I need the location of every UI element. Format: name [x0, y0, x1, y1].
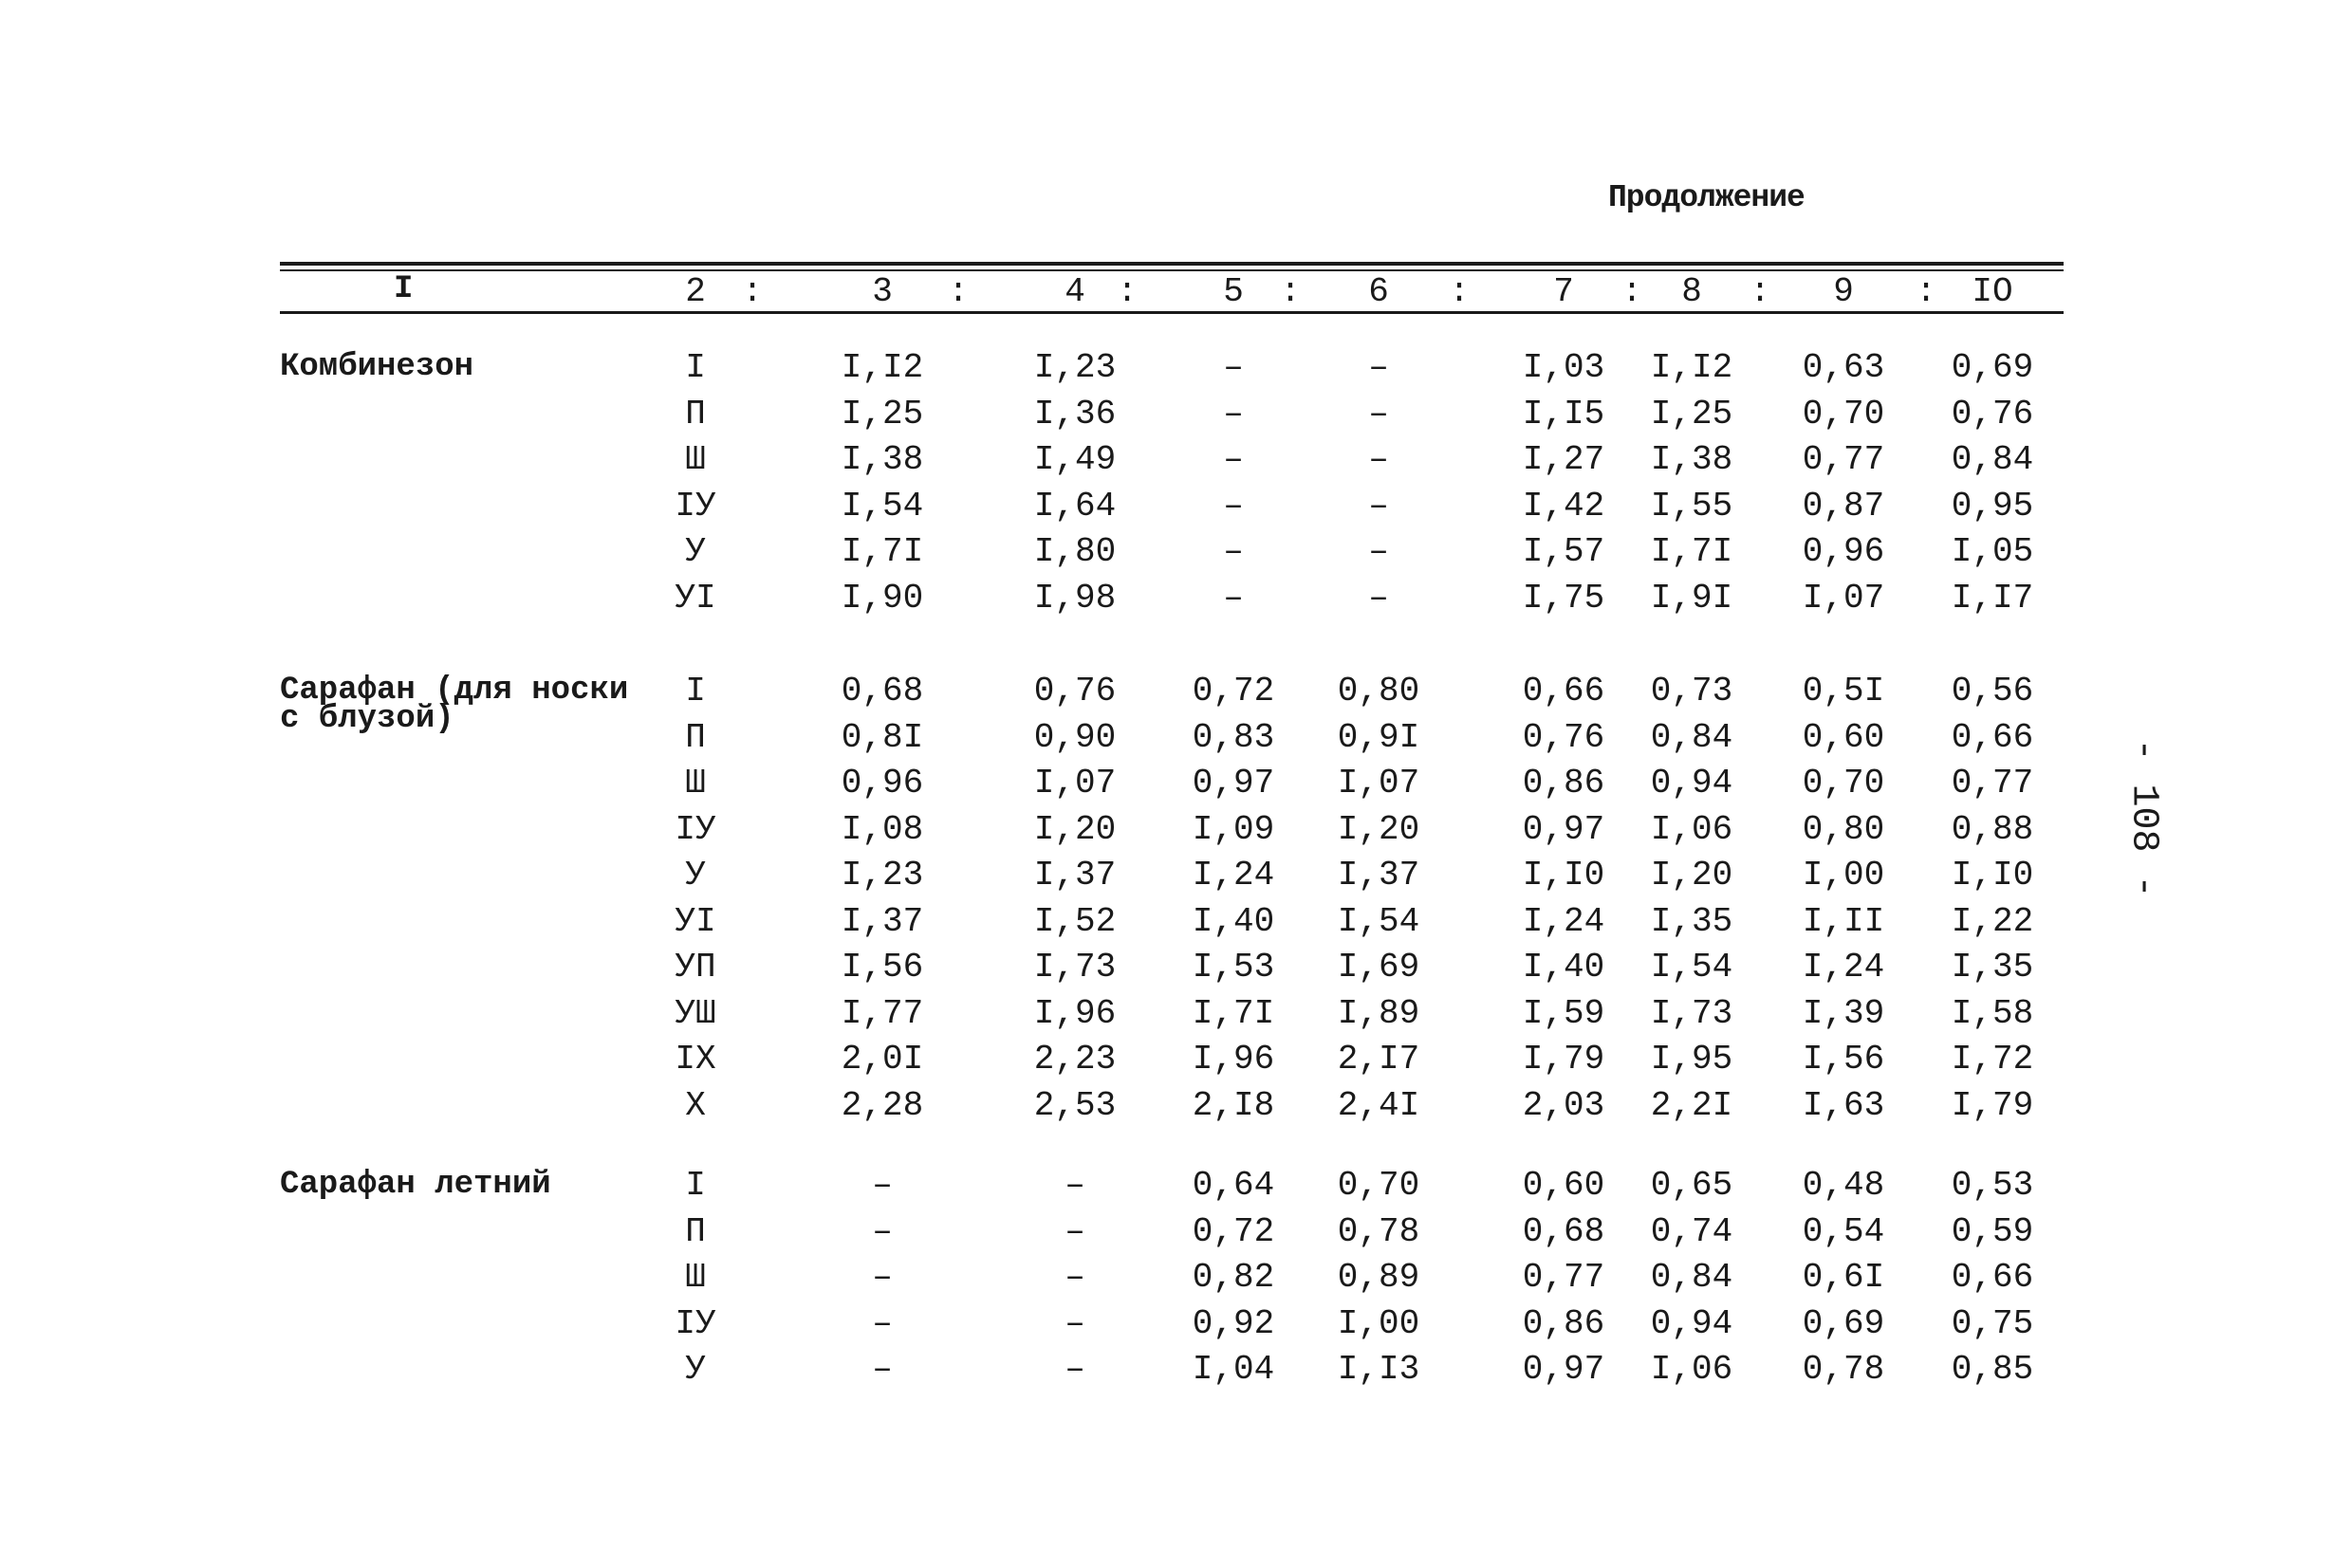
value-cell: 0,88	[1951, 809, 2034, 849]
value-cell: 0,6I	[1802, 1258, 1885, 1297]
value-cell: 0,75	[1951, 1303, 2034, 1343]
size-cell: П	[685, 1211, 706, 1251]
value-cell: 0,94	[1650, 1303, 1733, 1343]
size-cell: УШ	[675, 993, 716, 1033]
value-cell: I,54	[1650, 948, 1733, 987]
value-cell: –	[872, 1258, 893, 1297]
value-cell: –	[872, 1166, 893, 1205]
value-cell: I,56	[1802, 1040, 1885, 1079]
value-cell: 0,84	[1951, 440, 2034, 479]
value-cell: I,20	[1033, 809, 1117, 849]
value-cell: –	[1223, 440, 1244, 479]
value-cell: 0,89	[1337, 1258, 1420, 1297]
column-header: I	[394, 271, 414, 307]
value-cell: –	[1223, 578, 1244, 618]
value-cell: 0,64	[1192, 1166, 1275, 1205]
table-top-rule	[280, 262, 2064, 266]
column-header: 5	[1223, 272, 1244, 311]
value-cell: 0,56	[1951, 672, 2034, 710]
value-cell: –	[872, 1303, 893, 1343]
value-cell: 0,9I	[1337, 717, 1420, 757]
value-cell: 0,78	[1802, 1350, 1885, 1389]
value-cell: I,I3	[1337, 1350, 1420, 1389]
value-cell: 0,77	[1802, 440, 1885, 479]
value-cell: –	[1223, 348, 1244, 387]
value-cell: 0,85	[1951, 1350, 2034, 1389]
value-cell: 2,4I	[1337, 1085, 1420, 1125]
value-cell: I,24	[1522, 901, 1605, 941]
value-cell: I,24	[1802, 948, 1885, 987]
value-cell: I,58	[1951, 993, 2034, 1033]
column-separator: :	[1280, 272, 1301, 311]
value-cell: –	[1368, 578, 1389, 618]
value-cell: 0,59	[1951, 1211, 2034, 1251]
continuation-label: Продолжение	[1608, 180, 1805, 215]
page-number: - 108 -	[2121, 738, 2165, 898]
value-cell: 2,23	[1033, 1040, 1117, 1079]
value-cell: I,07	[1337, 764, 1420, 802]
value-cell: I,54	[1337, 901, 1420, 941]
value-cell: 0,68	[1522, 1211, 1605, 1251]
column-header: 7	[1553, 272, 1574, 311]
value-cell: I,04	[1192, 1350, 1275, 1389]
value-cell: –	[1065, 1350, 1085, 1389]
value-cell: I,54	[841, 486, 924, 526]
value-cell: I,89	[1337, 993, 1420, 1033]
value-cell: I,90	[841, 578, 924, 618]
value-cell: 0,82	[1192, 1258, 1275, 1297]
value-cell: I,05	[1951, 532, 2034, 571]
value-cell: I,I5	[1522, 394, 1605, 434]
value-cell: –	[1368, 486, 1389, 526]
group-label: Сарафан летний	[280, 1167, 551, 1203]
value-cell: 0,97	[1522, 1350, 1605, 1389]
value-cell: 2,53	[1033, 1085, 1117, 1125]
value-cell: 0,72	[1192, 1211, 1275, 1251]
column-header: IO	[1972, 272, 2013, 311]
value-cell: 0,69	[1802, 1303, 1885, 1343]
value-cell: I,96	[1033, 993, 1117, 1033]
value-cell: 0,60	[1802, 717, 1885, 757]
value-cell: 2,28	[841, 1085, 924, 1125]
column-separator: :	[1750, 272, 1770, 311]
value-cell: I,I2	[1650, 348, 1733, 387]
value-cell: I,7I	[841, 532, 924, 571]
value-cell: 0,96	[1802, 532, 1885, 571]
value-cell: I,25	[1650, 394, 1733, 434]
value-cell: I,09	[1192, 809, 1275, 849]
value-cell: 0,84	[1650, 717, 1733, 757]
value-cell: 0,66	[1522, 672, 1605, 710]
value-cell: I,06	[1650, 1350, 1733, 1389]
value-cell: 0,70	[1337, 1166, 1420, 1205]
value-cell: I,53	[1192, 948, 1275, 987]
size-cell: IУ	[675, 486, 716, 526]
value-cell: I,38	[1650, 440, 1733, 479]
value-cell: 0,76	[1951, 394, 2034, 434]
value-cell: I,20	[1337, 809, 1420, 849]
column-separator: :	[948, 272, 969, 311]
value-cell: I,73	[1650, 993, 1733, 1033]
value-cell: I,63	[1802, 1085, 1885, 1125]
size-cell: П	[685, 394, 706, 434]
value-cell: 0,80	[1337, 672, 1420, 710]
value-cell: I,38	[841, 440, 924, 479]
value-cell: I,37	[1337, 856, 1420, 895]
value-cell: I,57	[1522, 532, 1605, 571]
value-cell: I,96	[1192, 1040, 1275, 1079]
value-cell: I,73	[1033, 948, 1117, 987]
value-cell: I,79	[1522, 1040, 1605, 1079]
value-cell: I,07	[1802, 578, 1885, 618]
value-cell: I,49	[1033, 440, 1117, 479]
size-cell: П	[685, 717, 706, 757]
size-cell: У	[685, 1350, 706, 1389]
value-cell: 0,73	[1650, 672, 1733, 710]
value-cell: –	[1065, 1258, 1085, 1297]
value-cell: I,9I	[1650, 578, 1733, 618]
value-cell: I,7I	[1192, 993, 1275, 1033]
column-header: 3	[872, 272, 893, 311]
value-cell: 0,77	[1522, 1258, 1605, 1297]
value-cell: –	[1368, 348, 1389, 387]
value-cell: 0,76	[1522, 717, 1605, 757]
value-cell: 0,69	[1951, 348, 2034, 387]
value-cell: I,98	[1033, 578, 1117, 618]
value-cell: I,I7	[1951, 578, 2034, 618]
value-cell: I,69	[1337, 948, 1420, 987]
value-cell: 0,77	[1951, 764, 2034, 802]
value-cell: –	[1223, 394, 1244, 434]
header-bottom-rule	[280, 311, 2064, 314]
value-cell: I,08	[841, 809, 924, 849]
value-cell: I,23	[1033, 348, 1117, 387]
value-cell: 0,66	[1951, 717, 2034, 757]
value-cell: I,03	[1522, 348, 1605, 387]
value-cell: I,00	[1802, 856, 1885, 895]
value-cell: –	[1368, 394, 1389, 434]
value-cell: 0,76	[1033, 672, 1117, 710]
value-cell: I,79	[1951, 1085, 2034, 1125]
value-cell: I,37	[1033, 856, 1117, 895]
value-cell: 2,I8	[1192, 1085, 1275, 1125]
value-cell: 2,03	[1522, 1085, 1605, 1125]
column-separator: :	[1621, 272, 1642, 311]
value-cell: 0,87	[1802, 486, 1885, 526]
column-separator: :	[1449, 272, 1470, 311]
value-cell: 0,83	[1192, 717, 1275, 757]
value-cell: I,80	[1033, 532, 1117, 571]
column-separator: :	[742, 272, 763, 311]
table-top-rule-inner	[280, 269, 2064, 271]
value-cell: 0,86	[1522, 764, 1605, 802]
value-cell: I,II	[1802, 901, 1885, 941]
value-cell: I,42	[1522, 486, 1605, 526]
size-cell: IX	[675, 1040, 716, 1079]
column-header: 4	[1065, 272, 1085, 311]
column-header: 6	[1368, 272, 1389, 311]
value-cell: I,37	[841, 901, 924, 941]
value-cell: 0,53	[1951, 1166, 2034, 1205]
column-header: 2	[685, 272, 706, 311]
value-cell: 0,97	[1522, 809, 1605, 849]
value-cell: I,22	[1951, 901, 2034, 941]
value-cell: 0,5I	[1802, 672, 1885, 710]
size-cell: У	[685, 856, 706, 895]
size-cell: I	[685, 348, 706, 387]
value-cell: I,7I	[1650, 532, 1733, 571]
value-cell: I,I2	[841, 348, 924, 387]
value-cell: 2,0I	[841, 1040, 924, 1079]
column-header: 9	[1833, 272, 1854, 311]
value-cell: 0,94	[1650, 764, 1733, 802]
size-cell: Ш	[685, 440, 706, 479]
size-cell: IУ	[675, 809, 716, 849]
value-cell: 0,84	[1650, 1258, 1733, 1297]
value-cell: 0,66	[1951, 1258, 2034, 1297]
value-cell: 0,97	[1192, 764, 1275, 802]
value-cell: 0,54	[1802, 1211, 1885, 1251]
column-separator: :	[1117, 272, 1138, 311]
value-cell: –	[872, 1211, 893, 1251]
value-cell: 0,48	[1802, 1166, 1885, 1205]
value-cell: I,40	[1192, 901, 1275, 941]
value-cell: 0,90	[1033, 717, 1117, 757]
value-cell: 0,70	[1802, 394, 1885, 434]
value-cell: 2,2I	[1650, 1085, 1733, 1125]
value-cell: I,52	[1033, 901, 1117, 941]
value-cell: I,40	[1522, 948, 1605, 987]
value-cell: 0,60	[1522, 1166, 1605, 1205]
value-cell: I,77	[841, 993, 924, 1033]
size-cell: У	[685, 532, 706, 571]
column-header: 8	[1681, 272, 1702, 311]
value-cell: I,56	[841, 948, 924, 987]
value-cell: I,95	[1650, 1040, 1733, 1079]
value-cell: 0,65	[1650, 1166, 1733, 1205]
value-cell: 0,86	[1522, 1303, 1605, 1343]
value-cell: I,55	[1650, 486, 1733, 526]
size-cell: УП	[675, 948, 716, 987]
value-cell: –	[1368, 532, 1389, 571]
size-cell: Ш	[685, 1258, 706, 1297]
value-cell: –	[1223, 486, 1244, 526]
value-cell: I,75	[1522, 578, 1605, 618]
value-cell: I,39	[1802, 993, 1885, 1033]
value-cell: I,59	[1522, 993, 1605, 1033]
value-cell: I,64	[1033, 486, 1117, 526]
value-cell: I,24	[1192, 856, 1275, 895]
value-cell: –	[1368, 440, 1389, 479]
value-cell: 0,63	[1802, 348, 1885, 387]
value-cell: 0,96	[841, 764, 924, 802]
size-cell: IУ	[675, 1303, 716, 1343]
size-cell: I	[685, 1166, 706, 1205]
value-cell: 0,8I	[841, 717, 924, 757]
group-label: Комбинезон	[280, 349, 474, 385]
value-cell: I,20	[1650, 856, 1733, 895]
value-cell: –	[1065, 1211, 1085, 1251]
value-cell: I,72	[1951, 1040, 2034, 1079]
value-cell: 0,78	[1337, 1211, 1420, 1251]
value-cell: I,07	[1033, 764, 1117, 802]
value-cell: 2,I7	[1337, 1040, 1420, 1079]
value-cell: –	[1065, 1303, 1085, 1343]
value-cell: 0,70	[1802, 764, 1885, 802]
value-cell: I,35	[1650, 901, 1733, 941]
value-cell: I,27	[1522, 440, 1605, 479]
column-separator: :	[1916, 272, 1936, 311]
value-cell: 0,95	[1951, 486, 2034, 526]
size-cell: X	[685, 1085, 706, 1125]
value-cell: –	[1223, 532, 1244, 571]
value-cell: I,25	[841, 394, 924, 434]
value-cell: I,35	[1951, 948, 2034, 987]
value-cell: 0,80	[1802, 809, 1885, 849]
value-cell: I,06	[1650, 809, 1733, 849]
value-cell: I,00	[1337, 1303, 1420, 1343]
size-cell: I	[685, 672, 706, 710]
value-cell: I,23	[841, 856, 924, 895]
size-cell: УI	[675, 901, 716, 941]
value-cell: I,I0	[1522, 856, 1605, 895]
size-cell: УI	[675, 578, 716, 618]
value-cell: 0,74	[1650, 1211, 1733, 1251]
value-cell: 0,68	[841, 672, 924, 710]
value-cell: I,36	[1033, 394, 1117, 434]
value-cell: 0,92	[1192, 1303, 1275, 1343]
value-cell: –	[1065, 1166, 1085, 1205]
value-cell: 0,72	[1192, 672, 1275, 710]
value-cell: –	[872, 1350, 893, 1389]
size-cell: Ш	[685, 764, 706, 802]
value-cell: I,I0	[1951, 856, 2034, 895]
group-label: Сарафан (для носки с блузой)	[280, 673, 629, 737]
